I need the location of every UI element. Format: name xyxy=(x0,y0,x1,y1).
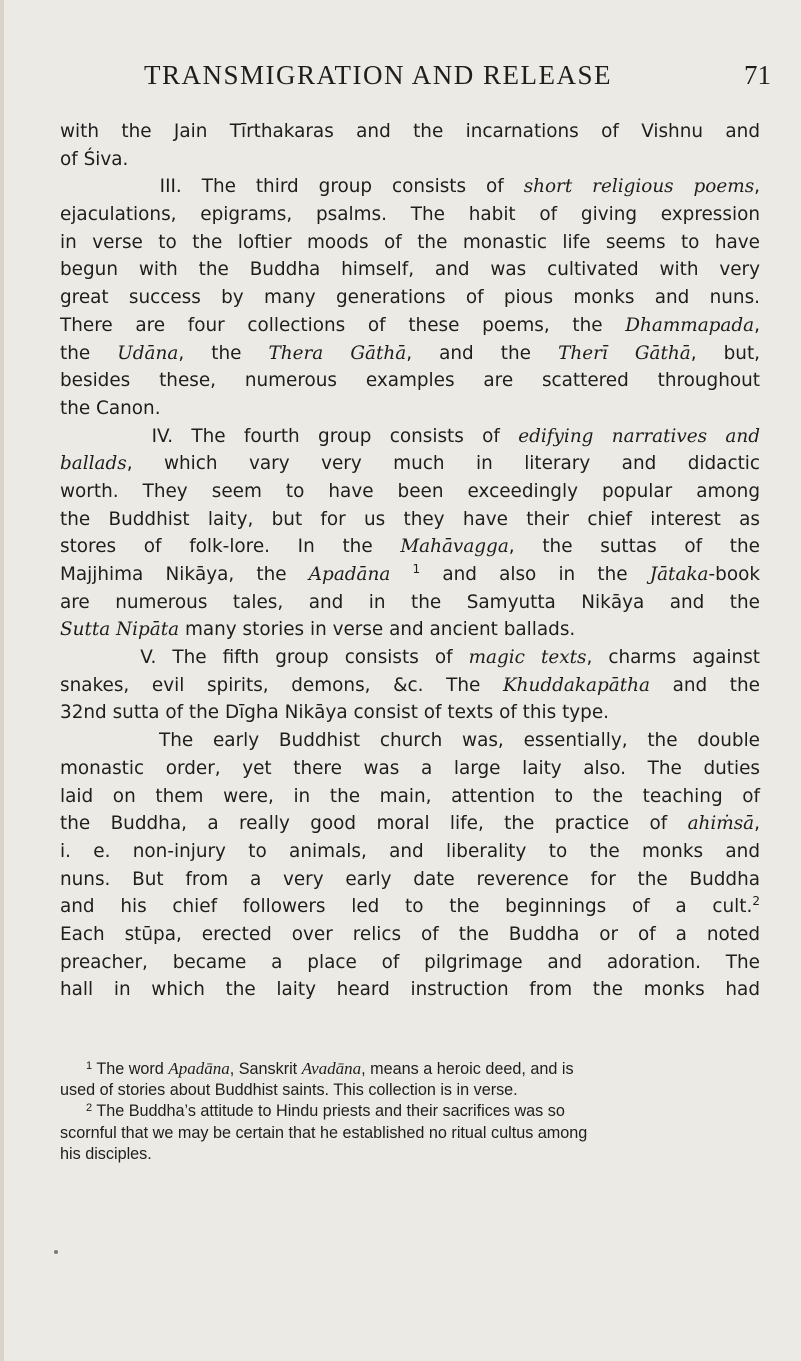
footnote-2: $^2$ The Buddha’s attitude to Hindu priests and their sacrifices was so xyxy=(86,1102,565,1120)
text-line: worth. They seem to have been exceedingly popular among xyxy=(60,480,760,502)
footnote-ref: 1 xyxy=(412,562,421,576)
ink-speck xyxy=(54,1250,58,1254)
text-line: hall in which the laity heard instruction from the monks had xyxy=(60,979,760,1001)
text-line: the Buddhist laity, but for us they have their chief interest as xyxy=(60,508,760,530)
text-line: V. The fifth group consists of magic texts, charms against xyxy=(140,647,760,669)
text-line: stores of folk-lore. In the Mahāvagga, the suttas of the xyxy=(60,536,760,558)
text-line: the Canon. xyxy=(60,397,161,419)
text-line: in verse to the loftier moods of the monastic life seems to have xyxy=(60,231,760,253)
italic-term: Mahāvagga xyxy=(400,536,509,558)
text-line: III. The third group consists of short religious poems, xyxy=(159,176,760,198)
page-edge xyxy=(0,0,4,1361)
italic-term: Khuddakapātha xyxy=(502,674,650,696)
page-number: 71 xyxy=(744,60,771,90)
text-line: begun with the Buddha himself, and was cultivated with very xyxy=(60,259,760,281)
text-line: ejaculations, epigrams, psalms. The habit of giving expression xyxy=(60,204,760,226)
text-line: There are four collections of these poems, the Dhammapada, xyxy=(60,314,760,336)
text-line: i. e. non-injury to animals, and liberality to the monks and xyxy=(60,840,760,862)
italic-term: Sutta Nipāta xyxy=(60,619,180,641)
footnote-2-line: scornful that we may be certain that he established no ritual cultus among xyxy=(60,1123,588,1142)
text-line: The early Buddhist church was, essentially, the double xyxy=(158,730,761,752)
italic-term: Udāna xyxy=(117,342,179,364)
running-head: TRANSMIGRATION AND RELEASE xyxy=(144,60,613,90)
text-line: nuns. But from a very early date reverence for the Buddha xyxy=(60,868,760,890)
italic-term: short religious poems xyxy=(523,176,755,198)
footnote-1: $^1$ The word Apadāna, Sanskrit Avadāna, means a heroic deed, and is xyxy=(86,1059,574,1078)
text-line: Majjhima Nikāya, the Apadāna $^1$ and also in the Jātaka-book xyxy=(60,562,760,585)
footnote-2-line: his disciples. xyxy=(60,1145,152,1163)
text-line: preacher, became a place of pilgrimage and adoration. The xyxy=(60,951,760,973)
italic-term: Dhammapada xyxy=(625,314,755,336)
text-line: the Udāna, the Thera Gāthā, and the Therī Gāthā, but, xyxy=(60,342,761,364)
page-header xyxy=(144,60,784,100)
text-line: with the Jain Tīrthakaras and the incarnations of Vishnu and xyxy=(60,121,760,142)
italic-term: ballads xyxy=(60,453,127,475)
italic-term: Therī Gāthā xyxy=(558,342,691,364)
text-line: laid on them were, in the main, attention to the teaching of xyxy=(60,785,760,807)
italic-term: Apadāna xyxy=(308,564,391,585)
text-line: ballads, which vary very much in literary and didactic xyxy=(60,453,760,475)
footnote-1-line: used of stories about Buddhist saints. This collection is in verse. xyxy=(60,1080,518,1099)
italic-term: edifying narratives and xyxy=(518,425,760,447)
italic-term: magic texts xyxy=(468,647,587,669)
italic-term: ahiṁsā xyxy=(687,813,755,835)
text-line: great success by many generations of pious monks and nuns. xyxy=(60,287,760,309)
text-line: besides these, numerous examples are scattered throughout xyxy=(60,370,760,392)
footnote-ref: 2 xyxy=(752,894,760,909)
text-line: of Śiva. xyxy=(60,148,129,170)
text-line: the Buddha, a really good moral life, the practice of ahiṁsā, xyxy=(60,813,760,835)
text-line: monastic order, yet there was a large laity also. The duties xyxy=(60,757,760,779)
text-line: 32nd sutta of the Dīgha Nikāya consist of texts of this type. xyxy=(60,702,609,724)
italic-term: Thera Gāthā xyxy=(268,342,407,364)
text-line: are numerous tales, and in the Samyutta Nikāya and the xyxy=(60,591,760,613)
text-line: snakes, evil spirits, demons, &c. The Khuddakapātha and the xyxy=(60,674,760,696)
body-text xyxy=(60,118,760,1004)
text-line: Each stūpa, erected over relics of the Buddha or of a noted xyxy=(60,923,760,945)
text-line: and his chief followers led to the beginnings of a cult.$^2$ xyxy=(60,894,760,918)
footnotes xyxy=(60,1058,760,1166)
italic-term: Jātaka xyxy=(649,564,709,585)
text-line: Sutta Nipāta many stories in verse and ancient ballads. xyxy=(60,619,576,641)
text-line: IV. The fourth group consists of edifying narratives and xyxy=(151,425,760,447)
